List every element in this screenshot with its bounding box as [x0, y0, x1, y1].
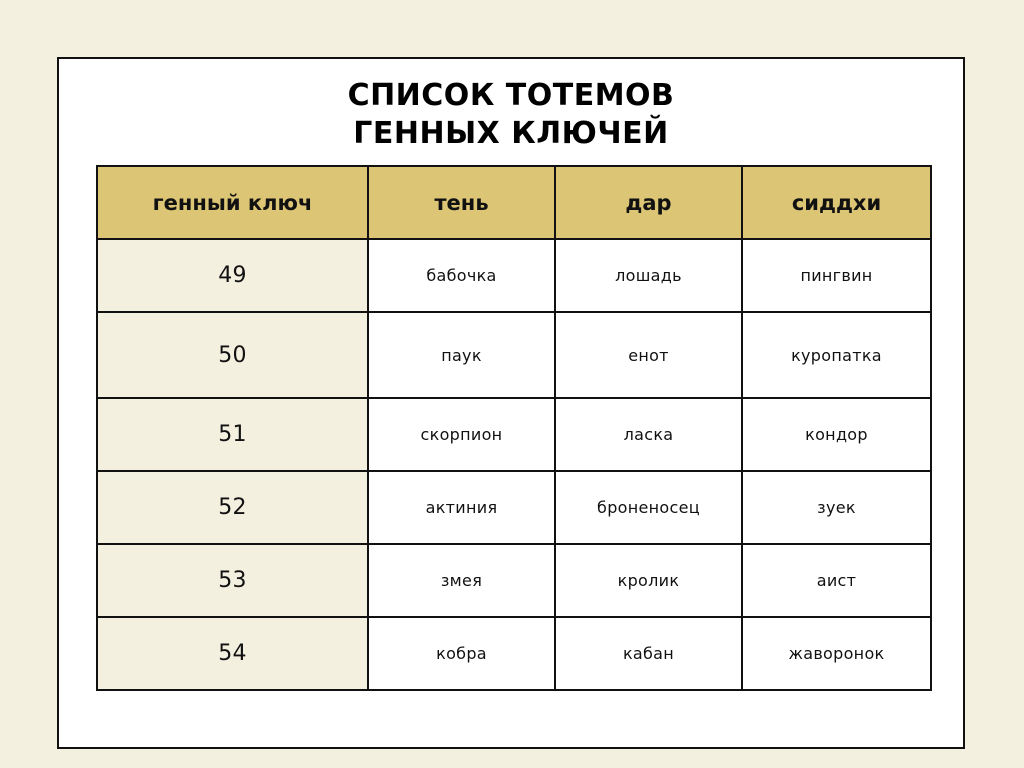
gift-cell: ласка: [555, 398, 742, 471]
gene-key-cell: 53: [97, 544, 368, 617]
gene-key-cell: 51: [97, 398, 368, 471]
header-gift: дар: [555, 166, 742, 239]
shadow-cell: паук: [368, 312, 555, 398]
table-row: [97, 239, 931, 312]
gift-cell: енот: [555, 312, 742, 398]
header-siddhi: сиддхи: [742, 166, 931, 239]
gift-cell: кабан: [555, 617, 742, 690]
siddhi-cell: пингвин: [742, 239, 931, 312]
totems-table: [96, 165, 932, 691]
content-card: [57, 57, 965, 749]
shadow-cell: актиния: [368, 471, 555, 544]
gene-key-cell: 49: [97, 239, 368, 312]
table-row: [97, 471, 931, 544]
siddhi-cell: жаворонок: [742, 617, 931, 690]
gene-key-cell: 52: [97, 471, 368, 544]
header-shadow: тень: [368, 166, 555, 239]
title-line-2: ГЕННЫХ КЛЮЧЕЙ: [353, 116, 669, 151]
title-line-1: СПИСОК ТОТЕМОВ: [347, 78, 675, 113]
table-row: [97, 617, 931, 690]
table-row: [97, 544, 931, 617]
gene-key-cell: 50: [97, 312, 368, 398]
siddhi-cell: кондор: [742, 398, 931, 471]
table-row: [97, 398, 931, 471]
table-row: [97, 312, 931, 398]
siddhi-cell: куропатка: [742, 312, 931, 398]
siddhi-cell: зуек: [742, 471, 931, 544]
shadow-cell: бабочка: [368, 239, 555, 312]
gene-key-cell: 54: [97, 617, 368, 690]
shadow-cell: скорпион: [368, 398, 555, 471]
gift-cell: броненосец: [555, 471, 742, 544]
gift-cell: лошадь: [555, 239, 742, 312]
siddhi-cell: аист: [742, 544, 931, 617]
shadow-cell: кобра: [368, 617, 555, 690]
gift-cell: кролик: [555, 544, 742, 617]
header-gene-key: генный ключ: [97, 166, 368, 239]
page-title: [59, 77, 963, 153]
shadow-cell: змея: [368, 544, 555, 617]
table-header-row: [97, 166, 931, 239]
